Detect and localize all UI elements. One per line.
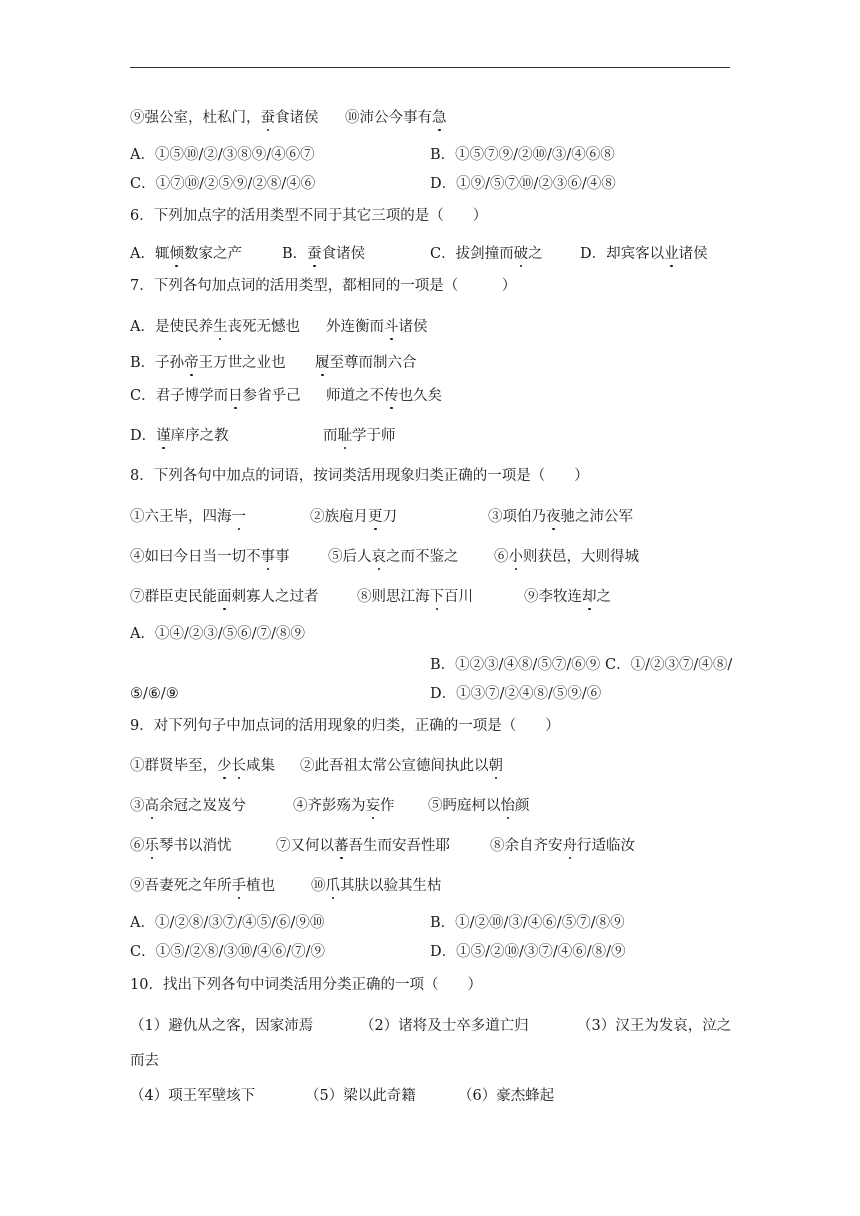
q9-option-c[interactable]: C．①⑤/②⑧/③⑩/④⑥/⑦/⑨ bbox=[130, 944, 326, 960]
q7-a-clause-1: A．是使民养生丧死无憾也 bbox=[130, 319, 300, 335]
q7-c-clause-1: C．君子博学而日参省乎己 bbox=[130, 388, 301, 404]
q10-item-3-continued: 而去 bbox=[130, 1053, 159, 1069]
q7-b-clause-2: 履至尊而制六合 bbox=[315, 355, 417, 371]
q6-option-c[interactable]: C．拔剑撞而破之 bbox=[430, 246, 543, 262]
q8-item-1: ①六王毕，四海一 bbox=[130, 509, 246, 525]
q9-item-9: ⑨吾妻死之年所手植也 bbox=[130, 878, 275, 894]
q8-item-4: ④如曰今日当一切不事事 bbox=[130, 549, 290, 565]
q7-a-clause-2: 外连衡而斗诸侯 bbox=[326, 319, 428, 335]
q7-d-clause-1: D．谨庠序之教 bbox=[130, 428, 229, 444]
q9-item-4: ④齐彭殇为妄作 bbox=[293, 798, 395, 814]
q9-item-3: ③高余冠之岌岌兮 bbox=[130, 798, 246, 814]
q8-option-c[interactable]: C．①/②③⑦/④⑧/ bbox=[605, 657, 733, 673]
q8-item-3: ③项伯乃夜驰之沛公军 bbox=[488, 509, 633, 525]
q9-item-2: ②此吾祖太常公宣德间执此以朝 bbox=[300, 758, 503, 774]
q6-option-a[interactable]: A．辄倾数家之产 bbox=[130, 246, 242, 262]
q8-item-7: ⑦群臣吏民能面刺寡人之过者 bbox=[130, 589, 319, 605]
q5-option-b[interactable]: B．①⑤⑦⑨/②⑩/③/④⑥⑧ bbox=[430, 147, 615, 163]
q10-item-1: （1）避仇从之客，因家沛焉 bbox=[130, 1018, 314, 1034]
q8-item-2: ②族庖月更刀 bbox=[310, 509, 397, 525]
q8-item-9: ⑨李牧连却之 bbox=[524, 589, 611, 605]
q8-item-5: ⑤后人哀之而不鉴之 bbox=[328, 549, 459, 565]
q8-option-b[interactable]: B．①②③/④⑧/⑤⑦/⑥⑨ bbox=[430, 657, 601, 673]
q5-item-10: ⑩沛公今事有急 bbox=[345, 110, 447, 126]
q8-option-d[interactable]: D．①③⑦/②④⑧/⑤⑨/⑥ bbox=[430, 686, 602, 702]
q6-option-d[interactable]: D．却宾客以业诸侯 bbox=[580, 246, 708, 262]
q10-item-5: （5）梁以此奇籍 bbox=[305, 1088, 416, 1104]
q9-item-5: ⑤眄庭柯以怡颜 bbox=[428, 798, 530, 814]
q5-option-c[interactable]: C．①⑦⑩/②⑤⑨/②⑧/④⑥ bbox=[130, 176, 316, 192]
q9-stem: 9．对下列句子中加点词的活用现象的归类，正确的一项是（ ） bbox=[130, 718, 560, 734]
q10-item-2: （2）诸将及士卒多道亡归 bbox=[360, 1018, 529, 1034]
q7-stem: 7．下列各句加点词的活用类型，都相同的一项是（ ） bbox=[130, 278, 517, 294]
q6-stem: 6．下列加点字的活用类型不同于其它三项的是（ ） bbox=[130, 208, 488, 224]
q9-item-10: ⑩爪其肤以验其生枯 bbox=[311, 878, 442, 894]
q9-option-b[interactable]: B．①/②⑩/③/④⑥/⑤⑦/⑧⑨ bbox=[430, 915, 625, 931]
q5-item-9: ⑨强公室，杜私门，蚕食诸侯 bbox=[130, 110, 319, 126]
q8-item-6: ⑥小则获邑，大则得城 bbox=[494, 549, 639, 565]
q8-stem: 8．下列各句中加点的词语，按词类活用现象归类正确的一项是（ ） bbox=[130, 468, 589, 484]
q8-item-8: ⑧则思江海下百川 bbox=[357, 589, 473, 605]
q9-item-6: ⑥乐琴书以消忧 bbox=[130, 838, 232, 854]
q7-d-clause-2: 而耻学于师 bbox=[323, 428, 396, 444]
q5-option-d[interactable]: D．①⑨/⑤⑦⑩/②③⑥/④⑧ bbox=[430, 176, 616, 192]
q7-b-clause-1: B．子孙帝王万世之业也 bbox=[130, 355, 286, 371]
q8-option-a[interactable]: A．①④/②③/⑤⑥/⑦/⑧⑨ bbox=[130, 626, 306, 642]
q7-c-clause-2: 师道之不传也久矣 bbox=[326, 388, 442, 404]
q9-item-1: ①群贤毕至，少长咸集 bbox=[130, 758, 275, 774]
q10-item-4: （4）项王军壁垓下 bbox=[130, 1088, 256, 1104]
q10-item-6: （6）豪杰蜂起 bbox=[458, 1088, 555, 1104]
q9-item-7: ⑦又何以蕃吾生而安吾性耶 bbox=[276, 838, 450, 854]
q9-item-8: ⑧余自齐安舟行适临汝 bbox=[490, 838, 635, 854]
q6-option-b[interactable]: B．蚕食诸侯 bbox=[282, 246, 366, 262]
q9-option-a[interactable]: A．①/②⑧/③⑦/④⑤/⑥/⑨⑩ bbox=[130, 915, 325, 931]
q9-option-d[interactable]: D．①⑤/②⑩/③⑦/④⑥/⑧/⑨ bbox=[430, 944, 626, 960]
q5-option-a[interactable]: A．①⑤⑩/②/③⑧⑨/④⑥⑦ bbox=[130, 147, 315, 163]
header-rule bbox=[130, 67, 730, 68]
q8-option-c-continued[interactable]: ⑤/⑥/⑨ bbox=[130, 686, 179, 702]
q10-stem: 10．找出下列各句中词类活用分类正确的一项（ ） bbox=[130, 977, 482, 993]
q10-item-3: （3）汉王为发哀，泣之 bbox=[577, 1018, 732, 1034]
